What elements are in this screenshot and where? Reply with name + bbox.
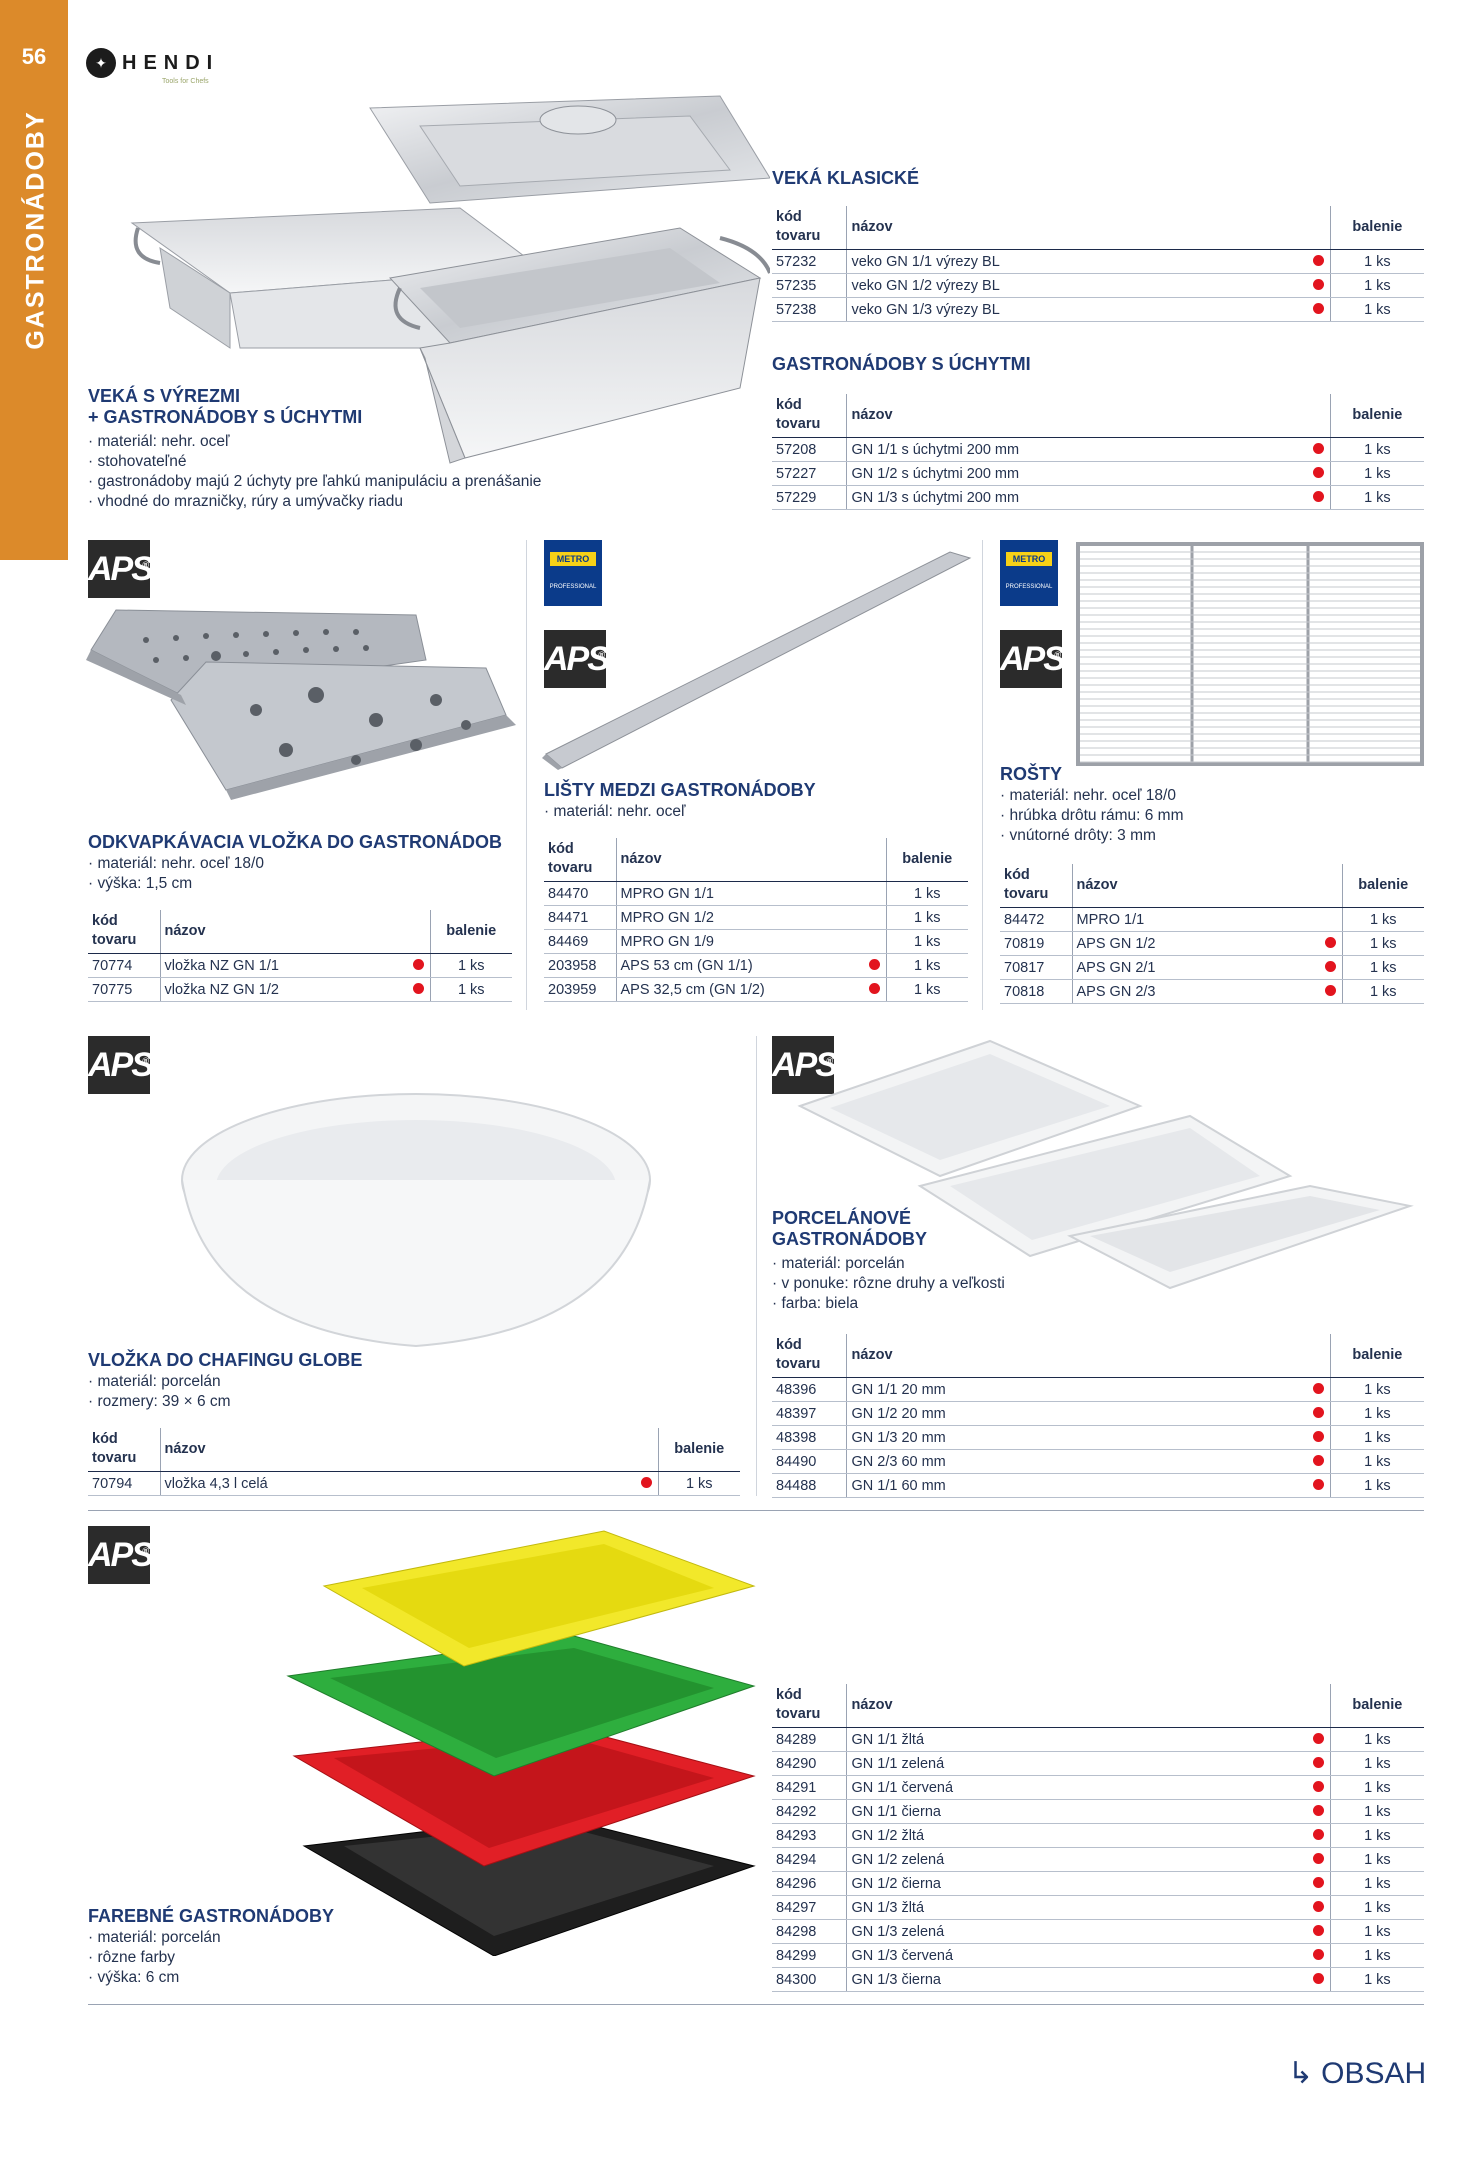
product-name: GN 2/3 60 mm	[847, 1450, 1305, 1474]
availability-dot-icon	[1305, 1450, 1330, 1474]
table-header: kód tovaru názov balenie	[772, 394, 1424, 438]
package-size: 1 ks	[430, 954, 512, 978]
package-size: 1 ks	[1330, 1872, 1424, 1896]
product-code: 70794	[88, 1472, 160, 1496]
product-name: MPRO 1/1	[1072, 908, 1318, 932]
availability-dot-icon	[1305, 250, 1330, 274]
product-title-odkvapkavacia: ODKVAPKÁVACIA VLOŽKA DO GASTRONÁDOB	[88, 832, 502, 852]
table-header: kód tovaru názov balenie	[772, 206, 1424, 250]
product-code: 57227	[772, 462, 847, 486]
table-row	[544, 882, 968, 906]
product-code: 84490	[772, 1450, 847, 1474]
brand-tagline: Tools for Chefs	[162, 78, 209, 85]
product-code: 84293	[772, 1824, 847, 1848]
aps-badge: APS ®	[544, 630, 606, 688]
table-chafing	[88, 1428, 740, 1496]
availability-dot-icon	[406, 954, 430, 978]
product-code: 84469	[544, 930, 616, 954]
table-row	[772, 250, 1424, 274]
table-row	[544, 930, 968, 954]
availability-dot-icon	[1305, 1776, 1330, 1800]
product-title-veka-klasicke: VEKÁ KLASICKÉ	[772, 168, 920, 188]
table-porcelanove	[772, 1334, 1424, 1498]
package-size: 1 ks	[886, 930, 968, 954]
product-title-listy: LIŠTY MEDZI GASTRONÁDOBY	[544, 780, 816, 800]
table-row	[772, 1378, 1424, 1402]
product-name: GN 1/3 žltá	[847, 1896, 1305, 1920]
product-name: GN 1/1 s úchytmi 200 mm	[847, 438, 1305, 462]
bullets-odkvapkavacia: · materiál: nehr. oceľ 18/0 · výška: 1,5 cm	[88, 854, 264, 894]
product-code: 203958	[544, 954, 616, 978]
product-code: 57229	[772, 486, 847, 510]
product-code: 84294	[772, 1848, 847, 1872]
product-title-rosty: ROŠTY	[1000, 764, 1063, 784]
product-code: 84300	[772, 1968, 847, 1992]
arrow-return-icon: ↳	[1288, 2057, 1314, 2090]
product-name: veko GN 1/2 výrezy BL	[847, 274, 1305, 298]
availability-dot-icon	[1305, 462, 1330, 486]
package-size: 1 ks	[886, 978, 968, 1002]
package-size: 1 ks	[430, 978, 512, 1002]
availability-dot-icon	[1305, 438, 1330, 462]
product-name: GN 1/3 zelená	[847, 1920, 1305, 1944]
package-size: 1 ks	[1330, 1378, 1424, 1402]
aps-badge: APS ®	[88, 1036, 150, 1094]
product-name: GN 1/2 čierna	[847, 1872, 1305, 1896]
bullets-porcelanove: · materiál: porcelán · v ponuke: rôzne druhy a veľkosti · farba: biela	[772, 1254, 1005, 1314]
package-size: 1 ks	[1330, 486, 1424, 510]
aps-badge: APS ®	[1000, 630, 1062, 688]
availability-dot-icon	[1318, 932, 1342, 956]
table-row	[772, 1450, 1424, 1474]
product-title-porcelanove: PORCELÁNOVÉ GASTRONÁDOBY	[772, 1208, 928, 1249]
metro-professional-badge: METRO PROFESSIONAL	[1000, 540, 1058, 606]
product-code: 48397	[772, 1402, 847, 1426]
availability-dot-icon	[862, 978, 886, 1002]
table-row	[1000, 908, 1424, 932]
availability-dot-icon	[1305, 1752, 1330, 1776]
product-name: GN 1/3 20 mm	[847, 1426, 1305, 1450]
table-row	[772, 1944, 1424, 1968]
table-row	[772, 438, 1424, 462]
product-name: GN 1/1 čierna	[847, 1800, 1305, 1824]
availability-dot-icon	[1305, 1800, 1330, 1824]
product-code: 57235	[772, 274, 847, 298]
availability-dot-icon	[862, 882, 886, 906]
package-size: 1 ks	[1330, 1728, 1424, 1752]
product-code: 48398	[772, 1426, 847, 1450]
product-name: GN 1/1 60 mm	[847, 1474, 1305, 1498]
package-size: 1 ks	[1330, 1896, 1424, 1920]
package-size: 1 ks	[1330, 1776, 1424, 1800]
table-row	[772, 462, 1424, 486]
product-name: GN 1/2 žltá	[847, 1824, 1305, 1848]
availability-dot-icon	[1305, 1824, 1330, 1848]
table-row	[772, 486, 1424, 510]
product-name: GN 1/1 20 mm	[847, 1378, 1305, 1402]
obsah-link[interactable]	[1288, 2056, 1426, 2091]
availability-dot-icon	[1305, 1378, 1330, 1402]
bullets-rosty: · materiál: nehr. oceľ 18/0 · hrúbka drôtu rámu: 6 mm · vnútorné drôty: 3 mm	[1000, 786, 1183, 846]
product-title-gastro-uchytmi: GASTRONÁDOBY S ÚCHYTMI	[772, 354, 1031, 374]
product-name: MPRO GN 1/9	[616, 930, 862, 954]
hendi-logo-icon: ✦	[86, 48, 116, 78]
column-divider	[982, 540, 983, 1010]
product-code: 84471	[544, 906, 616, 930]
column-divider	[526, 540, 527, 1010]
colored-gastronorm-image	[284, 1526, 764, 1956]
availability-dot-icon	[1305, 486, 1330, 510]
grill-rack-image	[1076, 542, 1424, 766]
package-size: 1 ks	[1342, 980, 1424, 1004]
aps-badge: APS ®	[772, 1036, 834, 1094]
package-size: 1 ks	[1342, 908, 1424, 932]
product-code: 70819	[1000, 932, 1072, 956]
table-row	[544, 954, 968, 978]
availability-dot-icon	[1305, 1968, 1330, 1992]
availability-dot-icon	[1305, 1896, 1330, 1920]
product-code: 84290	[772, 1752, 847, 1776]
table-row	[88, 1472, 740, 1496]
table-row	[544, 906, 968, 930]
table-row	[772, 1968, 1424, 1992]
bullets-farebne: · materiál: porcelán · rôzne farby · výška: 6 cm	[88, 1928, 221, 1988]
product-title-veka-vyrezmi: VEKÁ S VÝREZMI + GASTRONÁDOBY S ÚCHYTMI	[88, 386, 363, 427]
product-title-farebne: FAREBNÉ GASTRONÁDOBY	[88, 1906, 335, 1926]
brand-name: HENDI	[122, 51, 220, 74]
package-size: 1 ks	[886, 906, 968, 930]
package-size: 1 ks	[1342, 956, 1424, 980]
product-name: GN 1/3 červená	[847, 1944, 1305, 1968]
section-divider	[88, 1510, 1424, 1511]
package-size: 1 ks	[1330, 1402, 1424, 1426]
package-size: 1 ks	[1330, 1426, 1424, 1450]
product-name: GN 1/2 20 mm	[847, 1402, 1305, 1426]
product-name: vložka NZ GN 1/2	[160, 978, 406, 1002]
product-code: 84470	[544, 882, 616, 906]
package-size: 1 ks	[1330, 250, 1424, 274]
chafing-globe-insert-image	[176, 1090, 656, 1350]
table-row	[544, 978, 968, 1002]
product-name: APS GN 1/2	[1072, 932, 1318, 956]
product-code: 70774	[88, 954, 160, 978]
package-size: 1 ks	[1330, 1752, 1424, 1776]
availability-dot-icon	[1305, 1728, 1330, 1752]
section-label: GASTRONÁDOBY	[21, 110, 50, 350]
table-header: kód tovaru názov balenie	[772, 1334, 1424, 1378]
table-row	[1000, 980, 1424, 1004]
availability-dot-icon	[406, 978, 430, 1002]
product-code: 84472	[1000, 908, 1072, 932]
table-row	[772, 298, 1424, 322]
product-code: 84289	[772, 1728, 847, 1752]
product-code: 48396	[772, 1378, 847, 1402]
table-row	[772, 1728, 1424, 1752]
availability-dot-icon	[1305, 274, 1330, 298]
package-size: 1 ks	[1330, 1474, 1424, 1498]
column-divider	[756, 1036, 757, 1496]
bullets-listy: · materiál: nehr. oceľ	[544, 802, 686, 822]
product-name: veko GN 1/1 výrezy BL	[847, 250, 1305, 274]
product-code: 70818	[1000, 980, 1072, 1004]
availability-dot-icon	[1318, 956, 1342, 980]
product-code: 84291	[772, 1776, 847, 1800]
product-name: APS GN 2/3	[1072, 980, 1318, 1004]
table-row	[772, 274, 1424, 298]
availability-dot-icon	[1305, 1944, 1330, 1968]
table-row	[772, 1402, 1424, 1426]
product-name: vložka NZ GN 1/1	[160, 954, 406, 978]
aps-badge: APS ®	[88, 540, 150, 598]
table-header: kód tovaru názov balenie	[88, 910, 512, 954]
table-row	[772, 1872, 1424, 1896]
product-code: 57232	[772, 250, 847, 274]
table-row	[772, 1426, 1424, 1450]
table-row	[772, 1800, 1424, 1824]
table-row	[772, 1896, 1424, 1920]
availability-dot-icon	[1305, 298, 1330, 322]
availability-dot-icon	[862, 930, 886, 954]
package-size: 1 ks	[1330, 298, 1424, 322]
table-header: kód tovaru názov balenie	[1000, 864, 1424, 908]
table-veka-klasicke	[772, 206, 1424, 322]
availability-dot-icon	[1318, 908, 1342, 932]
availability-dot-icon	[1305, 1402, 1330, 1426]
availability-dot-icon	[1318, 980, 1342, 1004]
product-code: 84292	[772, 1800, 847, 1824]
table-row	[1000, 932, 1424, 956]
table-row	[772, 1824, 1424, 1848]
table-row	[772, 1776, 1424, 1800]
table-row	[772, 1474, 1424, 1498]
product-code: 84488	[772, 1474, 847, 1498]
package-size: 1 ks	[886, 954, 968, 978]
section-divider	[88, 2004, 1424, 2005]
product-code: 84296	[772, 1872, 847, 1896]
package-size: 1 ks	[1330, 438, 1424, 462]
page-number: 56	[21, 44, 47, 69]
metro-professional-badge: METRO PROFESSIONAL	[544, 540, 602, 606]
product-name: GN 1/2 zelená	[847, 1848, 1305, 1872]
drip-insert-image	[86, 600, 516, 800]
table-row	[772, 1752, 1424, 1776]
package-size: 1 ks	[1330, 462, 1424, 486]
product-name: MPRO GN 1/1	[616, 882, 862, 906]
package-size: 1 ks	[1342, 932, 1424, 956]
availability-dot-icon	[1305, 1848, 1330, 1872]
availability-dot-icon	[634, 1472, 658, 1496]
availability-dot-icon	[1305, 1474, 1330, 1498]
package-size: 1 ks	[1330, 1968, 1424, 1992]
product-name: vložka 4,3 l celá	[160, 1472, 634, 1496]
table-row	[88, 954, 512, 978]
product-name: APS 53 cm (GN 1/1)	[616, 954, 862, 978]
product-name: GN 1/1 červená	[847, 1776, 1305, 1800]
package-size: 1 ks	[1330, 274, 1424, 298]
product-code: 57208	[772, 438, 847, 462]
table-row	[772, 1920, 1424, 1944]
package-size: 1 ks	[1330, 1450, 1424, 1474]
product-code: 70775	[88, 978, 160, 1002]
product-code: 70817	[1000, 956, 1072, 980]
bullets-chafing: · materiál: porcelán · rozmery: 39 × 6 cm	[88, 1372, 231, 1412]
product-name: GN 1/1 žltá	[847, 1728, 1305, 1752]
availability-dot-icon	[862, 906, 886, 930]
table-header: kód tovaru názov balenie	[544, 838, 968, 882]
obsah-label: OBSAH	[1321, 2056, 1427, 2090]
bullets-veka-vyrezmi: · materiál: nehr. oceľ · stohovateľné · gastronádoby majú 2 úchyty pre ľahkú manipuláciu a prenášanie · vhodné do mrazničky, rúry a umývačky riadu	[88, 432, 541, 512]
availability-dot-icon	[1305, 1920, 1330, 1944]
package-size: 1 ks	[886, 882, 968, 906]
table-odkvapkavacia	[88, 910, 512, 1002]
package-size: 1 ks	[1330, 1848, 1424, 1872]
product-name: GN 1/1 zelená	[847, 1752, 1305, 1776]
product-name: GN 1/3 čierna	[847, 1968, 1305, 1992]
availability-dot-icon	[1305, 1426, 1330, 1450]
product-code: 84299	[772, 1944, 847, 1968]
table-row	[88, 978, 512, 1002]
table-header: kód tovaru názov balenie	[772, 1684, 1424, 1728]
aps-badge: APS ®	[88, 1526, 150, 1584]
product-name: APS 32,5 cm (GN 1/2)	[616, 978, 862, 1002]
product-code: 203959	[544, 978, 616, 1002]
availability-dot-icon	[862, 954, 886, 978]
table-row	[1000, 956, 1424, 980]
product-code: 84298	[772, 1920, 847, 1944]
table-header: kód tovaru názov balenie	[88, 1428, 740, 1472]
package-size: 1 ks	[1330, 1920, 1424, 1944]
product-name: veko GN 1/3 výrezy BL	[847, 298, 1305, 322]
package-size: 1 ks	[1330, 1824, 1424, 1848]
product-name: APS GN 2/1	[1072, 956, 1318, 980]
table-listy	[544, 838, 968, 1002]
product-name: GN 1/3 s úchytmi 200 mm	[847, 486, 1305, 510]
availability-dot-icon	[1305, 1872, 1330, 1896]
table-row	[772, 1848, 1424, 1872]
product-name: GN 1/2 s úchytmi 200 mm	[847, 462, 1305, 486]
package-size: 1 ks	[1330, 1800, 1424, 1824]
product-title-chafing: VLOŽKA DO CHAFINGU GLOBE	[88, 1350, 363, 1370]
package-size: 1 ks	[658, 1472, 740, 1496]
table-gastro-uchytmi	[772, 394, 1424, 510]
package-size: 1 ks	[1330, 1944, 1424, 1968]
product-code: 57238	[772, 298, 847, 322]
product-name: MPRO GN 1/2	[616, 906, 862, 930]
product-code: 84297	[772, 1896, 847, 1920]
table-farebne	[772, 1684, 1424, 1992]
divider-bar-image	[540, 540, 980, 770]
table-rosty	[1000, 864, 1424, 1004]
